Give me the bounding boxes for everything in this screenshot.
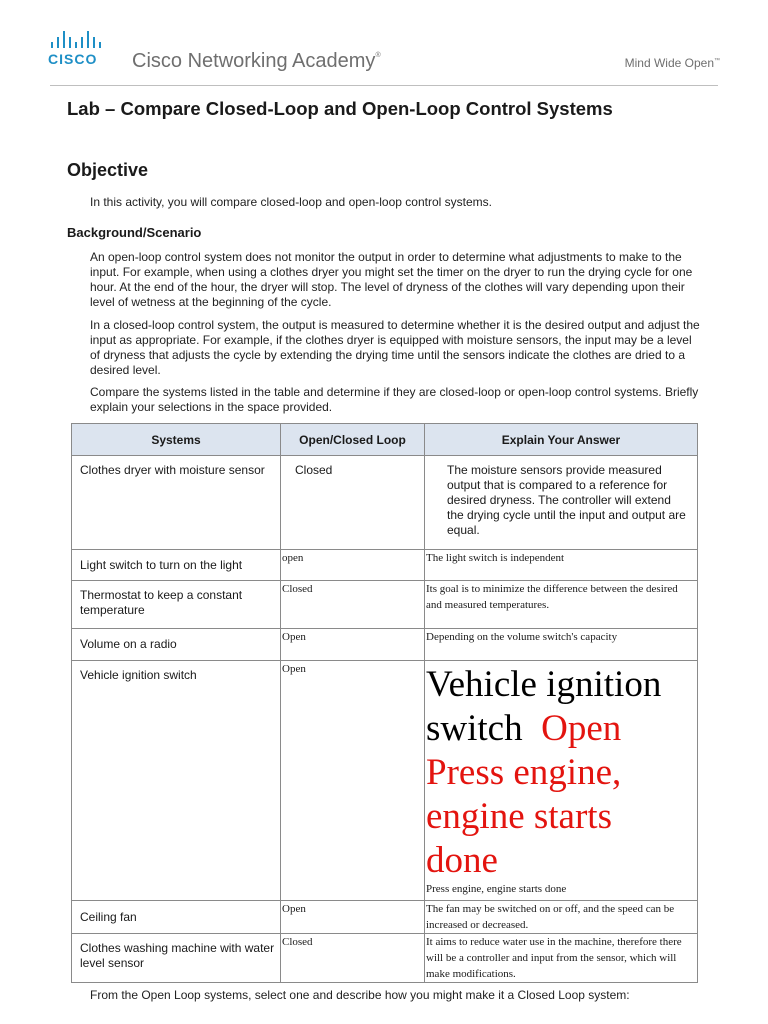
system-cell: Clothes dryer with moisture sensor xyxy=(72,456,281,550)
explain-cell[interactable]: The moisture sensors provide measured output that is compared to a reference for desired dryness. The controller will extend the drying cycle until the input and output are equal. xyxy=(425,456,698,550)
header-explain: Explain Your Answer xyxy=(425,424,698,456)
cisco-wordmark: CISCO xyxy=(48,51,98,67)
objective-heading: Objective xyxy=(67,160,149,180)
background-heading: Background/Scenario xyxy=(67,225,202,240)
table-row xyxy=(72,934,698,983)
header-systems: Systems xyxy=(72,424,281,456)
loop-cell[interactable]: Closed xyxy=(281,456,425,550)
explain-cell[interactable] xyxy=(425,661,698,901)
loop-cell[interactable]: Open xyxy=(281,901,425,934)
system-cell: Volume on a radio xyxy=(72,629,281,661)
header-loop: Open/Closed Loop xyxy=(281,424,425,456)
explain-large-red-open: Open xyxy=(541,708,622,749)
academy-name: Cisco Networking Academy® xyxy=(132,50,381,72)
background-paragraph-1: An open-loop control system does not monitor the output in order to determine what adjustments to make to the input. For example, when using a clothes dryer you might set the timer on the dryer to run the drying cycle for one hour. At the end of the hour, the dryer will stop. The level of dryness of the clothes will vary depending upon their level of wetness at the beginning of the cycle. xyxy=(90,250,693,309)
system-cell: Vehicle ignition switch xyxy=(72,661,281,901)
table-row xyxy=(72,629,698,661)
loop-cell[interactable]: Closed xyxy=(281,581,425,629)
background-paragraph-3: Compare the systems listed in the table and determine if they are closed-loop or open-loop control systems. Briefly explain your selections in the space provided. xyxy=(90,385,699,414)
loop-cell[interactable]: Open xyxy=(281,629,425,661)
system-cell: Thermostat to keep a constant temperature xyxy=(72,581,281,629)
loop-cell[interactable]: Closed xyxy=(281,934,425,983)
system-cell: Ceiling fan xyxy=(72,901,281,934)
explain-cell[interactable]: Depending on the volume switch's capacity xyxy=(425,629,698,661)
objective-text: In this activity, you will compare closed-loop and open-loop control systems. xyxy=(90,195,492,209)
page-title: Lab – Compare Closed-Loop and Open-Loop Control Systems xyxy=(67,98,613,119)
page-header xyxy=(0,0,768,86)
tagline: Mind Wide Open™ xyxy=(624,56,720,70)
explain-large-red-text: Press engine, engine starts done xyxy=(426,752,622,881)
table-row xyxy=(72,661,698,901)
table-row xyxy=(72,456,698,550)
explain-cell[interactable]: The light switch is independent xyxy=(425,550,698,581)
explain-cell[interactable]: Its goal is to minimize the difference between the desired and measured temperatures. xyxy=(425,581,698,629)
loop-cell[interactable]: open xyxy=(281,550,425,581)
header-divider xyxy=(50,85,718,86)
footer-instruction: From the Open Loop systems, select one and describe how you might make it a Closed Loop system: xyxy=(90,988,630,1002)
explain-cell[interactable]: It aims to reduce water use in the machine, therefore there will be a controller and input from the sensor, which will make modifications. xyxy=(425,934,698,983)
cisco-bridge-icon xyxy=(51,30,101,48)
table-row xyxy=(72,550,698,581)
background-paragraph-2: In a closed-loop control system, the output is measured to determine whether it is the desired output and adjust the input as appropriate. For example, if the clothes dryer is equipped with moisture sensors, the input may be a level of dryness that adjusts the cycle by extending the drying time until the sensors indicate the clothes are dried to a desired level. xyxy=(90,318,700,377)
table-row xyxy=(72,901,698,934)
table-header-row xyxy=(72,424,698,456)
systems-table xyxy=(71,423,698,983)
system-cell: Clothes washing machine with water level sensor xyxy=(72,934,281,983)
explain-small-text: Press engine, engine starts done xyxy=(426,883,567,895)
cisco-logo xyxy=(48,30,101,67)
explain-large-text: Vehicle ignition switch xyxy=(426,664,662,749)
system-cell: Light switch to turn on the light xyxy=(72,550,281,581)
loop-cell[interactable]: Open xyxy=(281,661,425,901)
explain-cell[interactable]: The fan may be switched on or off, and the speed can be increased or decreased. xyxy=(425,901,698,934)
table-row xyxy=(72,581,698,629)
